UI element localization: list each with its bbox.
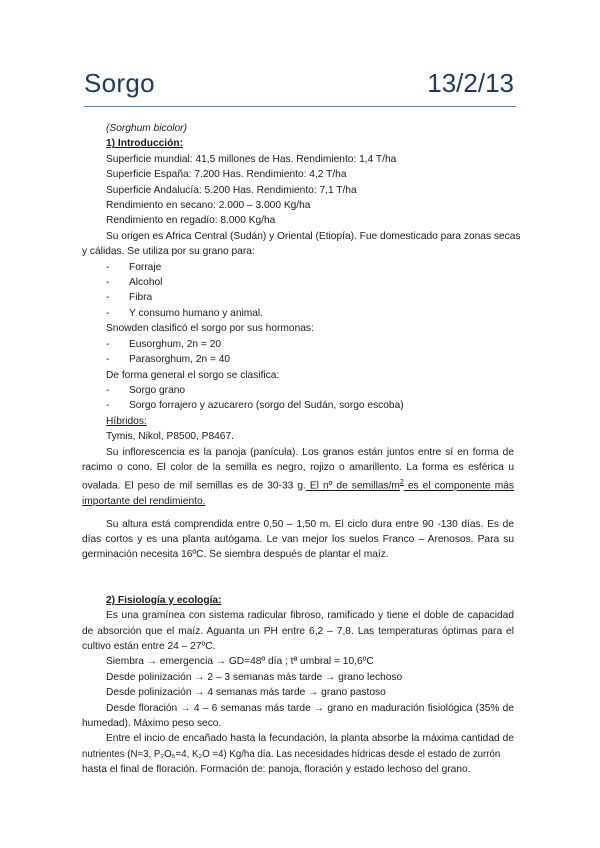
stat-line: Superficie mundial: 41,5 millones de Has. Rendimiento: 1,4 T/ha	[106, 153, 397, 165]
stat-line: Superficie España: 7.200 Has. Rendimiento: 4,2 T/ha	[106, 169, 347, 181]
inflorescence-text: importante del rendimiento.	[82, 496, 206, 508]
list-item: - Forraje	[106, 261, 162, 273]
header-rule	[84, 106, 516, 107]
classification-text: De forma general el sorgo se clasifica:	[106, 369, 280, 381]
height-text: germinación necesita 16ºC. Se siembra después de plantar el maíz.	[82, 549, 389, 561]
document-date: 13/2/13	[427, 68, 514, 98]
list-item: - Sorgo forrajero y azucarero (sorgo del Sudán, sorgo escoba)	[106, 400, 404, 412]
physiology-text: cultivo están entre 24 – 27ºC.	[82, 640, 216, 652]
physiology-text: de absorción que el maíz. Aguanta un PH entre 6,2 – 7,8. Las temperaturas óptimas para el	[82, 625, 514, 637]
height-text: Su altura está comprendida entre 0,50 – 1,50 m. El ciclo dura entre 90 -130 días. Es de	[106, 518, 514, 530]
nutrients-text: hasta el final de floración. Formación de: panoja, floración y estado lechoso del grano.	[82, 764, 471, 776]
stat-line: Superficie Andalucía: 5.200 Has. Rendimiento: 7,1 T/ha	[106, 184, 357, 196]
list-item: - Parasorghum, 2n = 40	[106, 354, 231, 366]
classification-text: Snowden clasificó el sorgo por sus hormonas:	[106, 323, 314, 335]
height-text: días cortos y es una planta autógama. Le van mejor los suelos Franco – Arenosos. Para su	[82, 533, 514, 545]
stage-line: Desde polinización → 4 semanas más tarde → grano pastoso	[106, 687, 386, 699]
nutrients-text: nutrientes (N=3, P₂O₅=4, K₂O =4) Kg/ha día. Las necesidades hídricas desde el estado de zurrón	[82, 748, 501, 760]
stage-line: Desde polinización → 2 – 3 semanas más tarde → grano lechoso	[106, 671, 403, 683]
scientific-name: (Sorghum bicolor)	[106, 123, 187, 134]
stat-line: Rendimiento en regadío: 8.000 Kg/ha	[106, 215, 276, 227]
stage-line: Siembra → emergencia → GD=48º día ; tª umbral = 10,6ºC	[106, 656, 374, 668]
list-item: - Eusorghum, 2n = 20	[106, 338, 222, 350]
flowering-text: Desde floración → 4 – 6 semanas más tarde → grano en maduración fisiológica (35% de	[106, 702, 514, 714]
list-item: - Fibra	[106, 292, 153, 304]
list-item: - Y consumo humano y animal.	[106, 307, 264, 319]
origin-text: y cálidas. Se utiliza por su grano para:	[82, 246, 255, 258]
physiology-text: Es una gramínea con sistema radicular fibroso, ramificado y tiene el doble de capacidad	[106, 610, 514, 622]
origin-text: Su origen es Africa Central (Sudán) y Oriental (Etiopía). Fue domesticado para zonas secas	[106, 230, 521, 242]
document-header	[84, 68, 516, 108]
section-heading-fisiologia: 2) Fisiología y ecología:	[106, 594, 222, 606]
flowering-text: humedad). Máximo peso seco.	[82, 718, 222, 730]
hybrids-list: Tymis, Nikol, P8500, P8467.	[106, 431, 234, 443]
inflorescence-text: racimo o cono. El color de la semilla es negro, rojizo o amarillento. La forma es esférica u	[82, 461, 514, 473]
list-item: - Alcohol	[106, 277, 163, 289]
document-title: Sorgo	[84, 68, 155, 98]
document-body	[82, 121, 521, 778]
nutrients-text: Entre el incio de encañado hasta la fecundación, la planta absorbe la máxima cantidad de	[106, 733, 514, 745]
hybrids-heading: Híbridos:	[106, 415, 147, 427]
section-heading-introduccion: 1) Introducción:	[106, 138, 183, 150]
spacer	[88, 563, 514, 593]
list-item: - Sorgo grano	[106, 384, 186, 396]
stat-line: Rendimiento en secano: 2.000 – 3.000 Kg/ha	[106, 200, 311, 212]
inflorescence-text: Su inflorescencia es la panoja (panícula). Los granos están juntos entre sí en forma de	[106, 446, 514, 458]
inflorescence-text: ovalada. El peso de mil semillas es de 30-33 g. El nº de semillas/$m^2$ es el componente más	[82, 479, 514, 492]
